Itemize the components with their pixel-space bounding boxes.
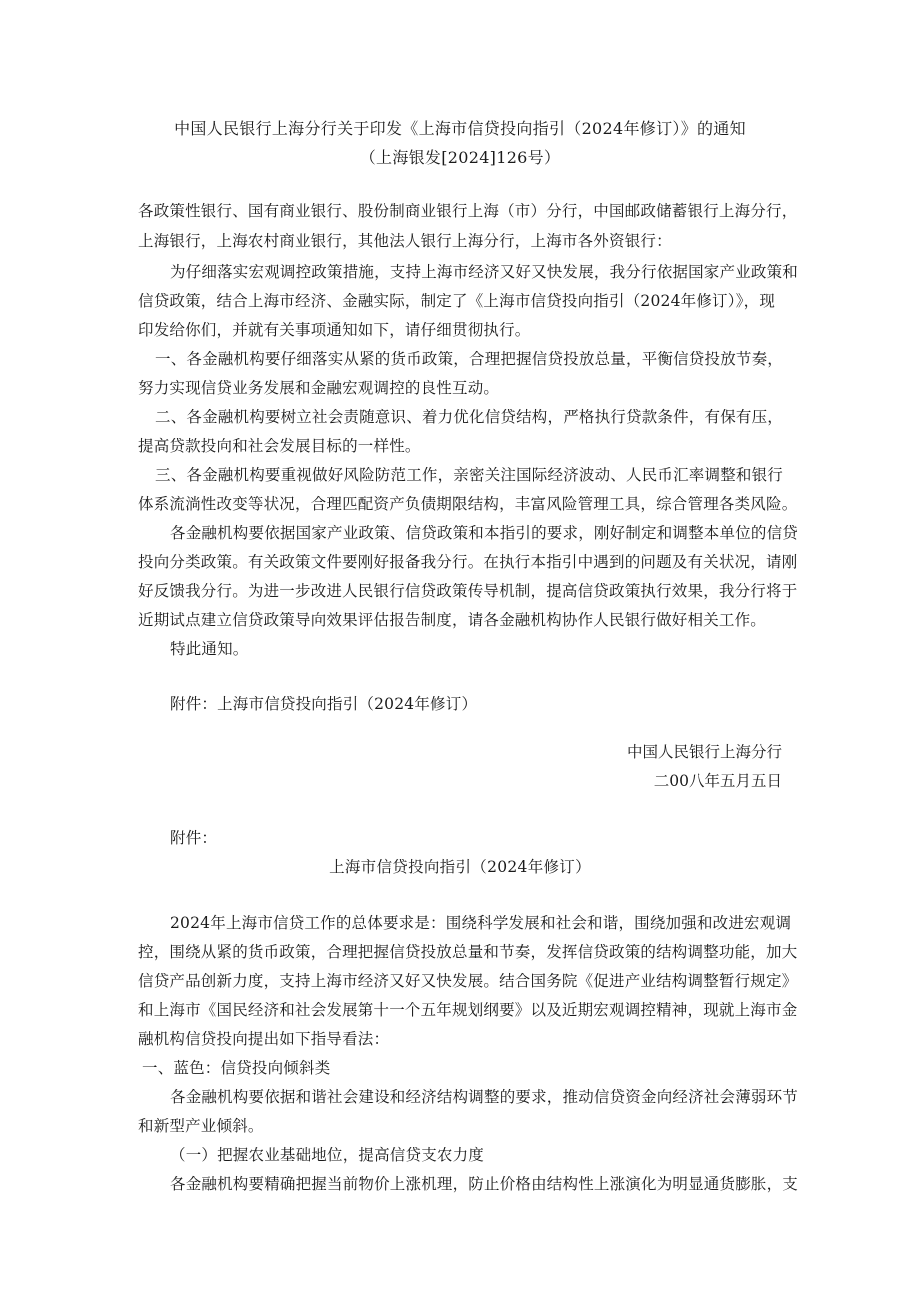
attachment-label: 附件： bbox=[170, 829, 218, 847]
paragraph-line: 信贷产品创新力度，支持上海市经济又好又快发展。结合国务院《促进产业结构调整暂行规定》 bbox=[138, 972, 798, 990]
paragraph-line: 2024年上海市信贷工作的总体要求是：围绕科学发展和社会和谐，围绕加强和改进宏观调 bbox=[170, 914, 792, 932]
paragraph-line: 控，围绕从紧的货币政策，合理把握信贷投放总量和节奏，发挥信贷政策的结构调整功能，加大 bbox=[138, 943, 798, 961]
issue-date: 二00八年五月五日 bbox=[653, 772, 782, 790]
paragraph-line: 各金融机构要依据和谐社会建设和经济结构调整的要求，推动信贷资金向经济社会薄弱环节 bbox=[170, 1088, 799, 1106]
paragraph-line: 好反馈我分行。为进一步改进人民银行信贷政策传导机制，提高信贷政策执行效果，我分行将于 bbox=[138, 582, 798, 600]
paragraph-line: 和新型产业倾斜。 bbox=[138, 1117, 264, 1135]
paragraph-line: 体系流淌性改变等状况，合理匹配资产负债期限结构，丰富风险管理工具，综合管理各类风险。 bbox=[138, 495, 798, 513]
paragraph-line: 和上海市《国民经济和社会发展第十一个五年规划纲要》以及近期宏观调控精神，现就上海市金 bbox=[138, 1001, 798, 1019]
paragraph-line: 为仔细落实宏观调控政策措施，支持上海市经济又好又快发展，我分行依据国家产业政策和 bbox=[170, 263, 799, 281]
section-1-heading: 一、蓝色：信贷投向倾斜类 bbox=[142, 1059, 331, 1077]
attachment-title: 上海市信贷投向指引（2024年修订） bbox=[329, 858, 591, 876]
paragraph-line: 融机构信贷投向提出如下指导看法： bbox=[138, 1030, 390, 1048]
paragraph-line: 二、各金融机构要树立社会责随意识、着力优化信贷结构，严格执行贷款条件，有保有压， bbox=[155, 408, 784, 426]
addressee-line: 上海银行，上海农村商业银行，其他法人银行上海分行，上海市各外资银行： bbox=[138, 232, 672, 250]
subsection-1-heading: （一）把握农业基础地位，提高信贷支农力度 bbox=[170, 1146, 485, 1164]
paragraph-line: 近期试点建立信贷政策导向效果评估报告制度，请各金融机构协作人民银行做好相关工作。 bbox=[138, 611, 767, 629]
document-number: （上海银发[2024]126号） bbox=[359, 148, 561, 167]
special-notice: 特此通知。 bbox=[170, 640, 249, 658]
paragraph-line: 印发给你们，并就有关事项通知如下，请仔细贯彻执行。 bbox=[138, 321, 531, 339]
paragraph-line: 各金融机构要依据国家产业政策、信贷政策和本指引的要求，刚好制定和调整本单位的信贷 bbox=[170, 524, 799, 542]
paragraph-line: 一、各金融机构要仔细落实从紧的货币政策，合理把握信贷投放总量，平衡信贷投放节奏， bbox=[155, 350, 784, 368]
paragraph-line: 努力实现信贷业务发展和金融宏观调控的良性互动。 bbox=[138, 379, 500, 397]
notice-title: 中国人民银行上海分行关于印发《上海市信贷投向指引（2024年修订）》的通知 bbox=[174, 119, 746, 138]
paragraph-line: 三、各金融机构要重视做好风险防范工作，亲密关注国际经济波动、人民币汇率调整和银行 bbox=[155, 466, 784, 484]
subsection-1-body: 各金融机构要精确把握当前物价上涨机理，防止价格由结构性上涨演化为明显通货膨胀，支 bbox=[170, 1175, 799, 1193]
attachment-reference: 附件：上海市信贷投向指引（2024年修订） bbox=[170, 695, 478, 713]
paragraph-line: 信贷政策，结合上海市经济、金融实际，制定了《上海市信贷投向指引（2024年修订）》，现 bbox=[138, 292, 776, 310]
paragraph-line: 提高贷款投向和社会发展目标的一样性。 bbox=[138, 437, 421, 455]
addressee-line: 各政策性银行、国有商业银行、股份制商业银行上海（市）分行，中国邮政储蓄银行上海分行， bbox=[138, 202, 798, 220]
paragraph-line: 投向分类政策。有关政策文件要刚好报备我分行。在执行本指引中遇到的问题及有关状况，请刚 bbox=[138, 553, 798, 571]
signer: 中国人民银行上海分行 bbox=[626, 743, 782, 761]
